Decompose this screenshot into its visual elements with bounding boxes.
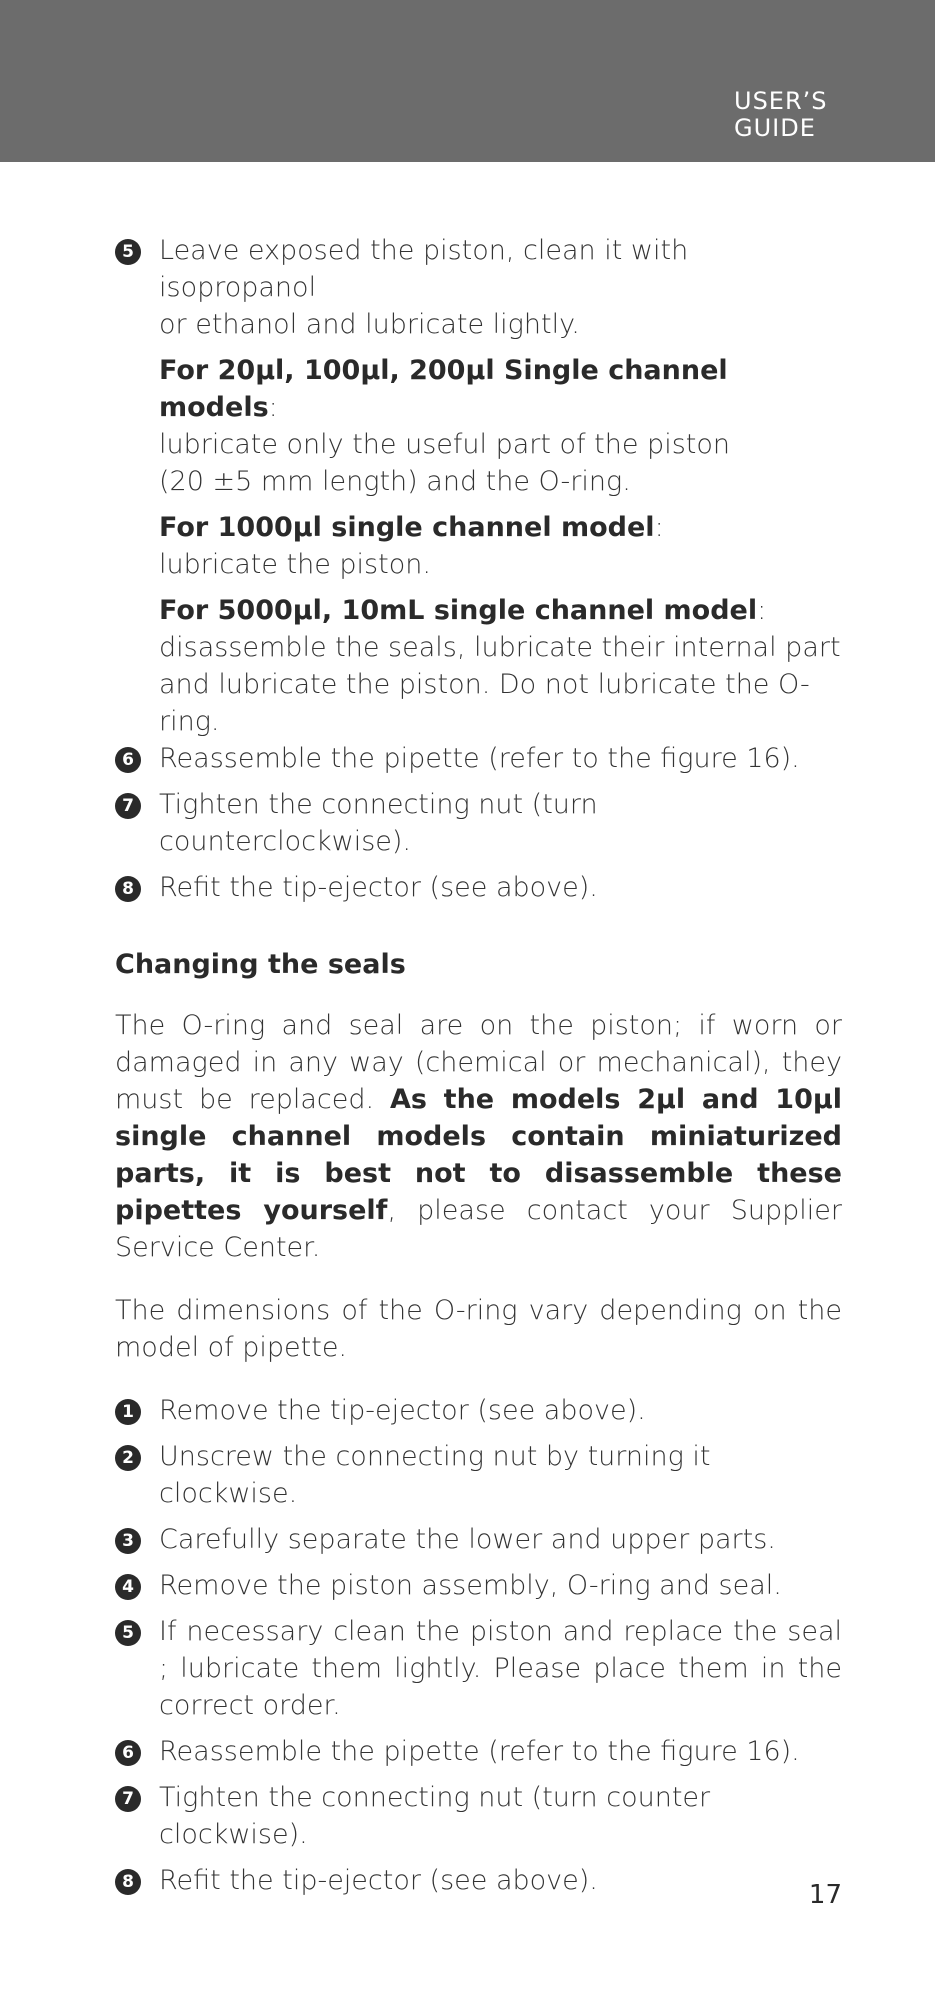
step-8-refit (115, 869, 842, 906)
step-text-line: Refit the tip-ejector (see above). (159, 872, 598, 903)
seal-step-3 (115, 1521, 842, 1558)
page-number: 17 (808, 1880, 842, 1910)
page-content (115, 232, 842, 1908)
guide-title-line2: GUIDE (734, 114, 816, 142)
lubrication-note-5000-10ml (115, 592, 842, 740)
lubrication-note-20-200 (115, 352, 842, 500)
note-line: and lubricate the piston. Do not lubricate the O-ring. (159, 669, 810, 737)
seal-step-2 (115, 1438, 842, 1512)
step-text-line: Tighten the connecting nut (turn counter clockwise). (159, 1782, 711, 1850)
step-number-badge: 5 (115, 1620, 141, 1646)
note-line: lubricate the piston. (159, 549, 431, 580)
step-text-line: Unscrew the connecting nut by turning it clockwise. (159, 1441, 711, 1509)
para-text: , please contact your Supplier Service Center. (115, 1195, 842, 1263)
step-7-tighten (115, 786, 842, 860)
note-line: disassemble the seals, lubricate their internal part (159, 632, 841, 663)
section-heading-changing-seals: Changing the seals (115, 949, 406, 980)
step-number-badge: 6 (115, 1740, 141, 1766)
colon: : (757, 595, 767, 626)
step-text-line: Carefully separate the lower and upper parts. (159, 1524, 776, 1555)
guide-title-line1: USER’S (734, 87, 828, 115)
lubrication-note-1000 (115, 509, 842, 583)
step-text-line: Refit the tip-ejector (see above). (159, 1865, 598, 1896)
step-number-badge: 4 (115, 1574, 141, 1600)
oring-dimensions-paragraph: The dimensions of the O-ring vary depending on the model of pipette. (115, 1295, 842, 1363)
note-line: (20 ±5 mm length) and the O-ring. (159, 466, 631, 497)
step-text-line: Reassemble the pipette (refer to the figure 16). (159, 743, 800, 774)
step-number-badge: 6 (115, 747, 141, 773)
note-line: lubricate only the useful part of the piston (159, 429, 730, 460)
step-number-badge: 1 (115, 1399, 141, 1425)
step-6-reassemble (115, 740, 842, 777)
step-number-badge: 8 (115, 1869, 141, 1895)
step-text-line: Leave exposed the piston, clean it with isopropanol (159, 235, 689, 303)
step-text-line: or ethanol and lubricate lightly. (159, 309, 580, 340)
step-text-line: Remove the piston assembly, O-ring and seal. (159, 1570, 782, 1601)
model-heading: For 20µl, 100µl, 200µl Single channel models (159, 355, 728, 423)
step-number-badge: 7 (115, 1786, 141, 1812)
step-number-badge: 5 (115, 239, 141, 265)
seal-step-4 (115, 1567, 842, 1604)
seals-intro-paragraph (115, 1007, 842, 1266)
para-text: The O-ring and seal are on the piston; if worn or damaged in any way (chemical or mechanical), they must be replaced. (115, 1010, 842, 1115)
colon: : (654, 512, 664, 543)
seal-step-8 (115, 1862, 842, 1899)
step-text-line: Reassemble the pipette (refer to the figure 16). (159, 1736, 800, 1767)
seal-step-1 (115, 1392, 842, 1429)
seal-step-6 (115, 1733, 842, 1770)
step-number-badge: 2 (115, 1445, 141, 1471)
step-text-line: Tighten the connecting nut (turn counterclockwise). (159, 789, 598, 857)
model-heading: For 5000µl, 10mL single channel model (159, 595, 758, 626)
step-number-badge: 3 (115, 1528, 141, 1554)
guide-title (734, 88, 854, 142)
warning-text: As the models 2µl and 10µl single channel models contain miniaturized parts, it is best not to disassemble these pipettes yourself (115, 1084, 843, 1226)
seal-step-7 (115, 1779, 842, 1853)
step-number-badge: 8 (115, 876, 141, 902)
step-text-line: If necessary clean the piston and replace the seal ; lubricate them lightly. Please place them in the correct order. (159, 1616, 842, 1721)
step-number-badge: 7 (115, 793, 141, 819)
colon: : (268, 392, 278, 423)
model-heading: For 1000µl single channel model (159, 512, 655, 543)
step-5-clean-piston (115, 232, 842, 343)
seal-step-5 (115, 1613, 842, 1724)
step-text-line: Remove the tip-ejector (see above). (159, 1395, 646, 1426)
